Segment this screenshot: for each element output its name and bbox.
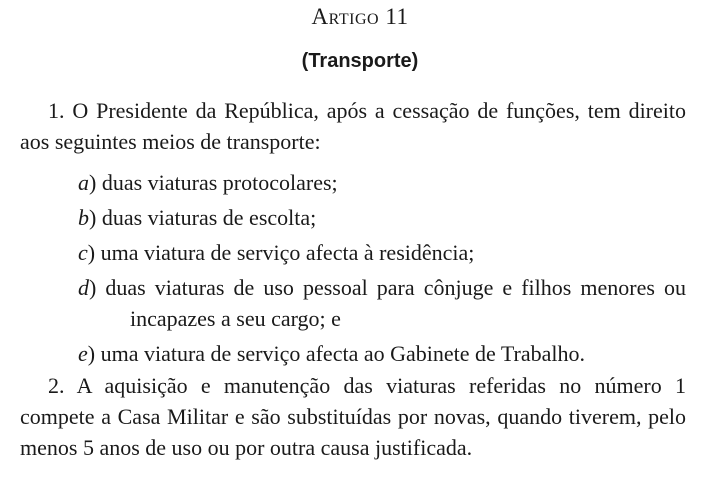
paragraph-1: 1. O Presidente da República, após a cessação de funções, tem direito aos seguintes meios de transporte: [20, 98, 686, 154]
list-item-text: uma viatura de serviço afecta ao Gabinete de Trabalho. [100, 341, 586, 366]
list-item-b: b) duas viaturas de escolta; [78, 205, 317, 230]
list-item-text: duas viaturas de escolta; [101, 205, 317, 230]
list-item-e: e) uma viatura de serviço afecta ao Gabinete de Trabalho. [78, 341, 586, 366]
transport-list [78, 167, 686, 373]
list-item-text: duas viaturas de uso pessoal para cônjuge e filhos menores ou incapazes a seu cargo; e [105, 275, 686, 331]
article-subtitle: (Transporte) [301, 50, 419, 72]
list-item-a: a) duas viaturas protocolares; [78, 170, 338, 195]
list-letter: c [78, 240, 88, 265]
list-item-text: duas viaturas protocolares; [101, 170, 338, 195]
list-letter: a [78, 170, 89, 195]
list-letter: b [78, 205, 89, 230]
list-item-d: d) duas viaturas de uso pessoal para cônjuge e filhos menores ou incapazes a seu cargo; e [78, 275, 686, 331]
article-title: Artigo 11 [311, 4, 409, 29]
paragraph-2: 2. A aquisição e manutenção das viaturas referidas no número 1 compete a Casa Militar e são substituídas por novas, quando tiverem, pelo menos 5 anos de uso ou por outra causa justificada. [20, 373, 686, 460]
list-item-c: c) uma viatura de serviço afecta à residência; [78, 240, 475, 265]
list-letter: e [78, 341, 88, 366]
list-item-text: uma viatura de serviço afecta à residência; [100, 240, 475, 265]
list-letter: d [78, 275, 89, 300]
